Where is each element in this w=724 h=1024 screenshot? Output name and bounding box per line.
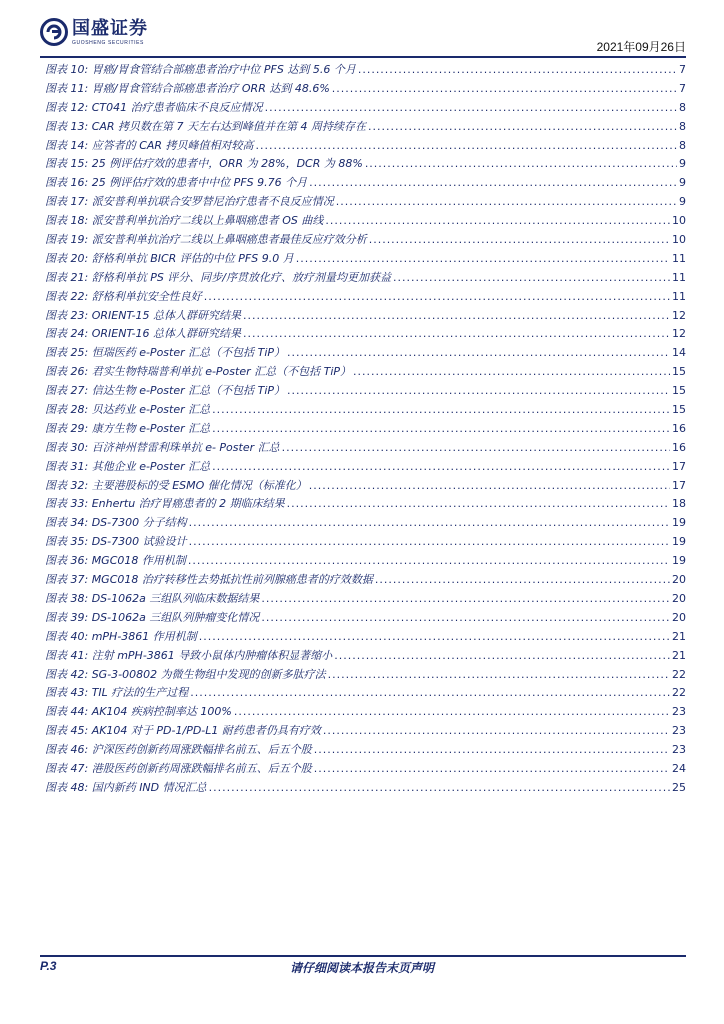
toc-row[interactable] [45,231,686,250]
toc-dot-leader [212,420,670,439]
toc-row[interactable] [45,477,686,496]
toc-entry-page: 9 [679,195,686,209]
toc-entry-page: 23 [672,724,686,738]
toc-entry-title: 图表 34: DS-7300 分子结构 [45,516,187,530]
toc-entry-title: 图表 25: 恒瑞医药 e-Poster 汇总（不包括 TiP） [45,346,286,360]
toc-row[interactable] [45,779,686,798]
toc-entry-title: 图表 20: 舒格利单抗 BICR 评估的中位 PFS 9.0 月 [45,251,294,265]
toc-dot-leader [256,137,677,156]
toc-entry-page: 8 [679,138,686,152]
toc-row[interactable] [45,401,686,420]
toc-entry-page: 11 [672,289,686,303]
toc-row[interactable] [45,288,686,307]
toc-row[interactable] [45,514,686,533]
toc-dot-leader [189,514,670,533]
toc-entry-title: 图表 13: CAR 拷贝数在第 7 天左右达到峰值并在第 4 周持续存在 [45,119,367,133]
toc-dot-leader [199,628,670,647]
toc-dot-leader [243,325,670,344]
toc-entry-title: 图表 40: mPH-3861 作用机制 [45,629,197,643]
toc-entry-page: 11 [672,251,686,265]
toc-row[interactable] [45,174,686,193]
toc-dot-leader [353,363,670,382]
toc-dot-leader [365,155,677,174]
toc-row[interactable] [45,80,686,99]
toc-entry-title: 图表 39: DS-1062a 三组队列肿瘤变化情况 [45,610,260,624]
toc-entry-title: 图表 46: 沪深医药创新药周涨跌幅排名前五、后五个股 [45,743,312,757]
toc-row[interactable] [45,420,686,439]
toc-row[interactable] [45,137,686,156]
toc-entry-page: 19 [672,554,686,568]
footer-divider [40,955,686,957]
toc-row[interactable] [45,533,686,552]
toc-row[interactable] [45,118,686,137]
toc-entry-title: 图表 24: ORIENT-16 总体人群研究结果 [45,327,242,341]
toc-entry-title: 图表 29: 康方生物 e-Poster 汇总 [45,421,211,435]
toc-entry-title: 图表 44: AK104 疾病控制率达 100% [45,705,232,719]
toc-entry-title: 图表 27: 信达生物 e-Poster 汇总（不包括 TiP） [45,384,286,398]
toc-row[interactable] [45,269,686,288]
toc-entry-page: 17 [672,459,686,473]
toc-entry-page: 15 [672,365,686,379]
toc-entry-page: 20 [672,591,686,605]
toc-entry-title: 图表 28: 贝达药业 e-Poster 汇总 [45,403,211,417]
toc-entry-page: 15 [672,384,686,398]
toc-row[interactable] [45,703,686,722]
toc-dot-leader [296,250,670,269]
header-divider [40,56,686,58]
toc-entry-title: 图表 35: DS-7300 试验设计 [45,535,187,549]
toc-dot-leader [234,703,670,722]
toc-dot-leader [336,193,677,212]
toc-row[interactable] [45,99,686,118]
toc-entry-title: 图表 16: 25 例评估疗效的患者中中位 PFS 9.76 个月 [45,176,308,190]
toc-entry-title: 图表 43: TIL 疗法的生产过程 [45,686,189,700]
toc-row[interactable] [45,344,686,363]
toc-row[interactable] [45,552,686,571]
toc-dot-leader [314,760,670,779]
toc-row[interactable] [45,666,686,685]
toc-entry-title: 图表 18: 派安普利单抗治疗二线以上鼻咽癌患者 OS 曲线 [45,214,324,228]
toc-row[interactable] [45,325,686,344]
report-date: 2021年09月26日 [596,40,686,54]
figure-list [45,61,686,798]
toc-row[interactable] [45,760,686,779]
toc-row[interactable] [45,212,686,231]
toc-dot-leader [212,458,670,477]
toc-entry-title: 图表 21: 舒格利单抗 PS 评分、同步/序贯放化疗、放疗剂量均更加获益 [45,270,392,284]
toc-row[interactable] [45,722,686,741]
toc-dot-leader [369,231,670,250]
company-logo [40,18,148,47]
toc-entry-page: 8 [679,100,686,114]
toc-row[interactable] [45,741,686,760]
toc-dot-leader [209,779,670,798]
toc-entry-page: 24 [672,761,686,775]
toc-entry-title: 图表 26: 君实生物特瑞普利单抗 e-Poster 汇总（不包括 TiP） [45,365,352,379]
toc-dot-leader [368,118,677,137]
toc-entry-page: 21 [672,648,686,662]
logo-english-name: GUOSHENG SECURITIES [72,40,144,46]
toc-dot-leader [358,61,677,80]
toc-entry-title: 图表 19: 派安普利单抗治疗二线以上鼻咽癌患者最佳反应疗效分析 [45,233,367,247]
toc-entry-page: 12 [672,327,686,341]
toc-entry-page: 22 [672,667,686,681]
toc-entry-page: 14 [672,346,686,360]
toc-entry-page: 7 [679,63,686,76]
toc-row[interactable] [45,628,686,647]
toc-entry-page: 15 [672,403,686,417]
toc-row[interactable] [45,590,686,609]
toc-entry-page: 11 [672,270,686,284]
toc-dot-leader [309,174,677,193]
toc-row[interactable] [45,684,686,703]
toc-entry-page: 22 [672,686,686,700]
toc-entry-page: 20 [672,610,686,624]
toc-entry-title: 图表 36: MGC018 作用机制 [45,554,186,568]
toc-dot-leader [204,288,670,307]
toc-dot-leader [309,477,670,496]
toc-dot-leader [393,269,670,288]
toc-dot-leader [261,590,670,609]
toc-entry-title: 图表 42: SG-3-00802 为微生物组中发现的创新多肽疗法 [45,667,326,681]
toc-entry-page: 19 [672,535,686,549]
toc-row[interactable] [45,382,686,401]
logo-chinese-name: 国盛证券 [72,18,148,39]
toc-entry-page: 21 [672,629,686,643]
toc-entry-page: 20 [672,573,686,587]
toc-entry-title: 图表 14: 应答者的 CAR 拷贝峰值相对较高 [45,138,254,152]
toc-row[interactable] [45,439,686,458]
page-header [40,18,686,56]
toc-row[interactable] [45,495,686,514]
toc-dot-leader [323,722,670,741]
toc-dot-leader [328,666,670,685]
toc-entry-page: 19 [672,516,686,530]
toc-dot-leader [212,401,670,420]
toc-entry-page: 8 [679,119,686,133]
toc-row[interactable] [45,307,686,326]
toc-row[interactable] [45,571,686,590]
toc-entry-title: 图表 10: 胃癌/胃食管结合部癌患者治疗中位 PFS 达到 5.6 个月 [45,63,356,76]
toc-dot-leader [189,533,670,552]
toc-entry-title: 图表 17: 派安普利单抗联合安罗替尼治疗患者不良反应情况 [45,195,334,209]
toc-dot-leader [287,382,670,401]
toc-entry-page: 7 [679,81,686,95]
toc-entry-title: 图表 30: 百济神州替雷利珠单抗 e- Poster 汇总 [45,440,280,454]
toc-entry-title: 图表 22: 舒格利单抗安全性良好 [45,289,202,303]
toc-entry-title: 图表 48: 国内新药 IND 情况汇总 [45,780,207,794]
toc-entry-title: 图表 12: CT041 治疗患者临床不良反应情况 [45,100,263,114]
toc-entry-title: 图表 41: 注射 mPH-3861 导致小鼠体内肿瘤体积显著缩小 [45,648,333,662]
toc-dot-leader [287,344,670,363]
toc-entry-title: 图表 15: 25 例评估疗效的患者中，ORR 为 28%，DCR 为 88% [45,157,363,171]
toc-entry-page: 16 [672,440,686,454]
toc-entry-title: 图表 23: ORIENT-15 总体人群研究结果 [45,308,242,322]
toc-row[interactable] [45,155,686,174]
toc-dot-leader [332,80,677,99]
toc-row[interactable] [45,193,686,212]
toc-dot-leader [190,684,670,703]
toc-row[interactable] [45,609,686,628]
toc-dot-leader [265,99,677,118]
toc-entry-title: 图表 32: 主要港股标的受 ESMO 催化情况（标准化） [45,478,307,492]
toc-entry-title: 图表 37: MGC018 治疗转移性去势抵抗性前列腺癌患者的疗效数据 [45,573,373,587]
page-number: P.3 [40,959,57,973]
toc-dot-leader [261,609,670,628]
toc-entry-page: 18 [672,497,686,511]
toc-dot-leader [282,439,670,458]
toc-row[interactable] [45,250,686,269]
toc-row[interactable] [45,61,686,80]
toc-entry-title: 图表 11: 胃癌/胃食管结合部癌患者治疗 ORR 达到 48.6% [45,81,330,95]
disclaimer-note: 请仔细阅读本报告末页声明 [289,961,434,975]
toc-entry-page: 10 [672,214,686,228]
toc-dot-leader [375,571,670,590]
toc-entry-page: 12 [672,308,686,322]
toc-entry-page: 23 [672,743,686,757]
toc-dot-leader [334,647,670,666]
toc-dot-leader [287,495,670,514]
toc-dot-leader [243,307,670,326]
toc-dot-leader [314,741,670,760]
toc-entry-page: 9 [679,157,686,171]
toc-row[interactable] [45,647,686,666]
toc-dot-leader [188,552,670,571]
toc-dot-leader [325,212,670,231]
toc-row[interactable] [45,363,686,382]
toc-row[interactable] [45,458,686,477]
toc-entry-title: 图表 38: DS-1062a 三组队列临床数据结果 [45,591,260,605]
toc-entry-page: 25 [672,780,686,794]
toc-entry-page: 9 [679,176,686,190]
guosheng-logo-icon [40,18,68,46]
toc-entry-page: 23 [672,705,686,719]
toc-entry-title: 图表 45: AK104 对于 PD-1/PD-L1 耐药患者仍具有疗效 [45,724,321,738]
toc-entry-title: 图表 31: 其他企业 e-Poster 汇总 [45,459,211,473]
toc-entry-page: 10 [672,233,686,247]
toc-entry-page: 16 [672,421,686,435]
toc-entry-title: 图表 33: Enhertu 治疗胃癌患者的 2 期临床结果 [45,497,285,511]
toc-entry-page: 17 [672,478,686,492]
toc-entry-title: 图表 47: 港股医药创新药周涨跌幅排名前五、后五个股 [45,761,312,775]
